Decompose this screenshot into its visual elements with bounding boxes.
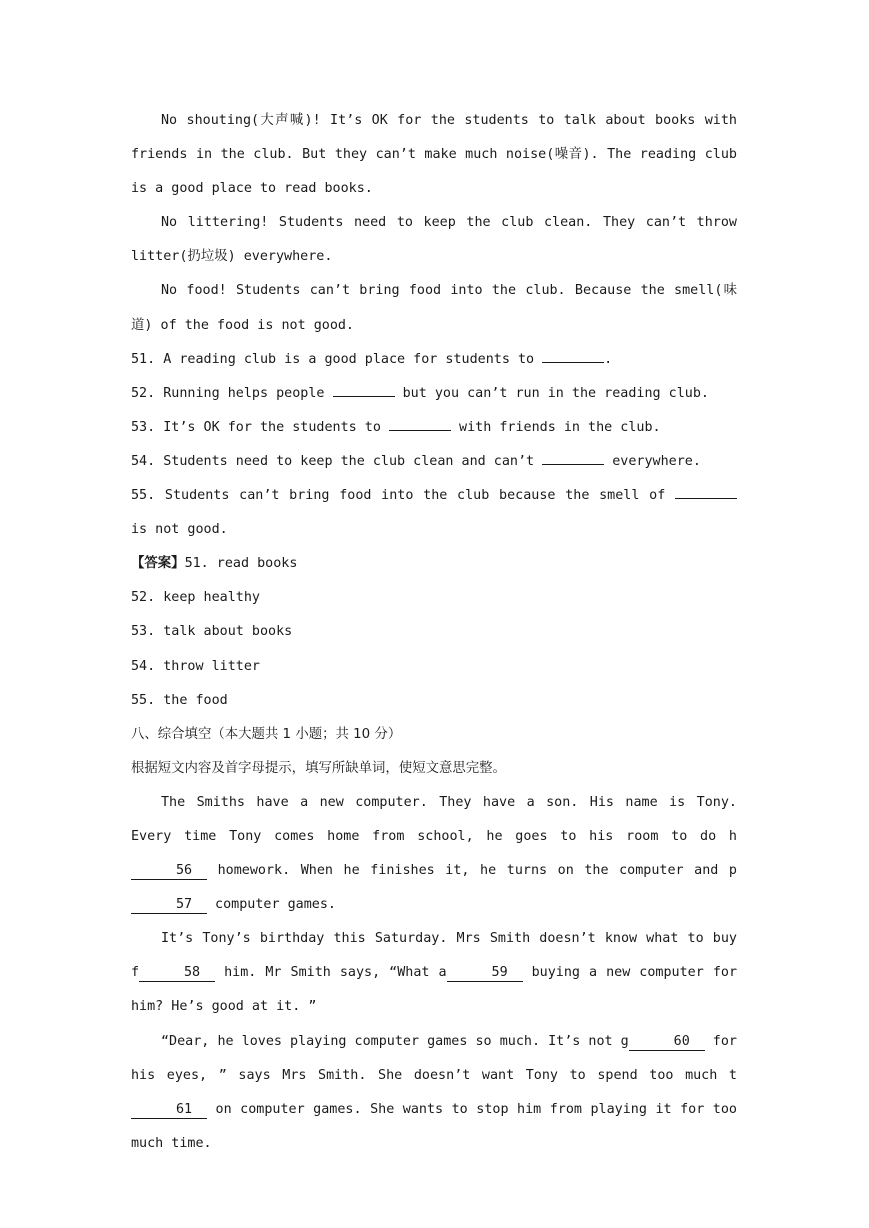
answer-label: 【答案】 [131,556,185,572]
answer-key-53: 53. talk about books [131,624,293,640]
question-51: 51. A reading club is a good place for students to . [131,343,737,377]
question-55: 55. Students can’t bring food into the club because the smell of is not good. [131,479,737,547]
answer-blank [675,483,737,499]
section-heading: 八、综合填空（本大题共 1 小题；共 10 分） [131,726,402,742]
passage-paragraph-noise: No shouting(大声喊)! It’s OK for the students to talk about books with friends in the club. But they can’t make much noise(噪音). The reading club is a good place to read books. [131,113,737,197]
answer-blank [389,415,451,431]
cloze-blank-59: 59 [447,965,523,982]
answer-key-51: 【答案】51. read books [131,556,298,572]
cloze-blank-61: 61 [131,1102,207,1119]
section-instruction: 根据短文内容及首字母提示，填写所缺单词，使短文意思完整。 [131,760,506,776]
answer-key-54: 54. throw litter [131,658,260,674]
question-53: 53. It’s OK for the students to with friends in the club. [131,411,737,445]
cloze-paragraph-1: The Smiths have a new computer. They have a son. His name is Tony. Every time Tony comes home from school, he goes to his room to do h56 homework. When he finishes it, he turns on the computer and p57 computer games. [131,794,737,913]
cloze-blank-60: 60 [629,1034,705,1051]
answer-key-52: 52. keep healthy [131,590,260,606]
passage-paragraph-litter: No littering! Students need to keep the club clean. They can’t throw litter(扔垃圾) everywhere. [131,215,737,265]
cloze-blank-58: 58 [139,965,215,982]
question-54: 54. Students need to keep the club clean and can’t everywhere. [131,445,737,479]
question-52: 52. Running helps people but you can’t run in the reading club. [131,377,737,411]
answer-key-55: 55. the food [131,692,228,708]
document-content [131,104,737,1161]
answer-blank [333,381,395,397]
cloze-paragraph-3: “Dear, he loves playing computer games so much. It’s not g 60 for his eyes, ” says Mrs Smith. She doesn’t want Tony to spend too much t61 on computer games. She wants to stop him from playing it for too much time. [131,1033,737,1151]
cloze-paragraph-2: It’s Tony’s birthday this Saturday. Mrs Smith doesn’t know what to buy f 58 him. Mr Smith says, “What a 59 buying a new computer for him? He’s good at it. ” [131,931,738,1015]
cloze-blank-56: 56 [131,863,207,880]
answer-blank [542,347,604,363]
cloze-blank-57: 57 [131,897,207,914]
passage-paragraph-food: No food! Students can’t bring food into the club. Because the smell(味道) of the food is not good. [131,283,737,333]
answer-blank [542,449,604,465]
